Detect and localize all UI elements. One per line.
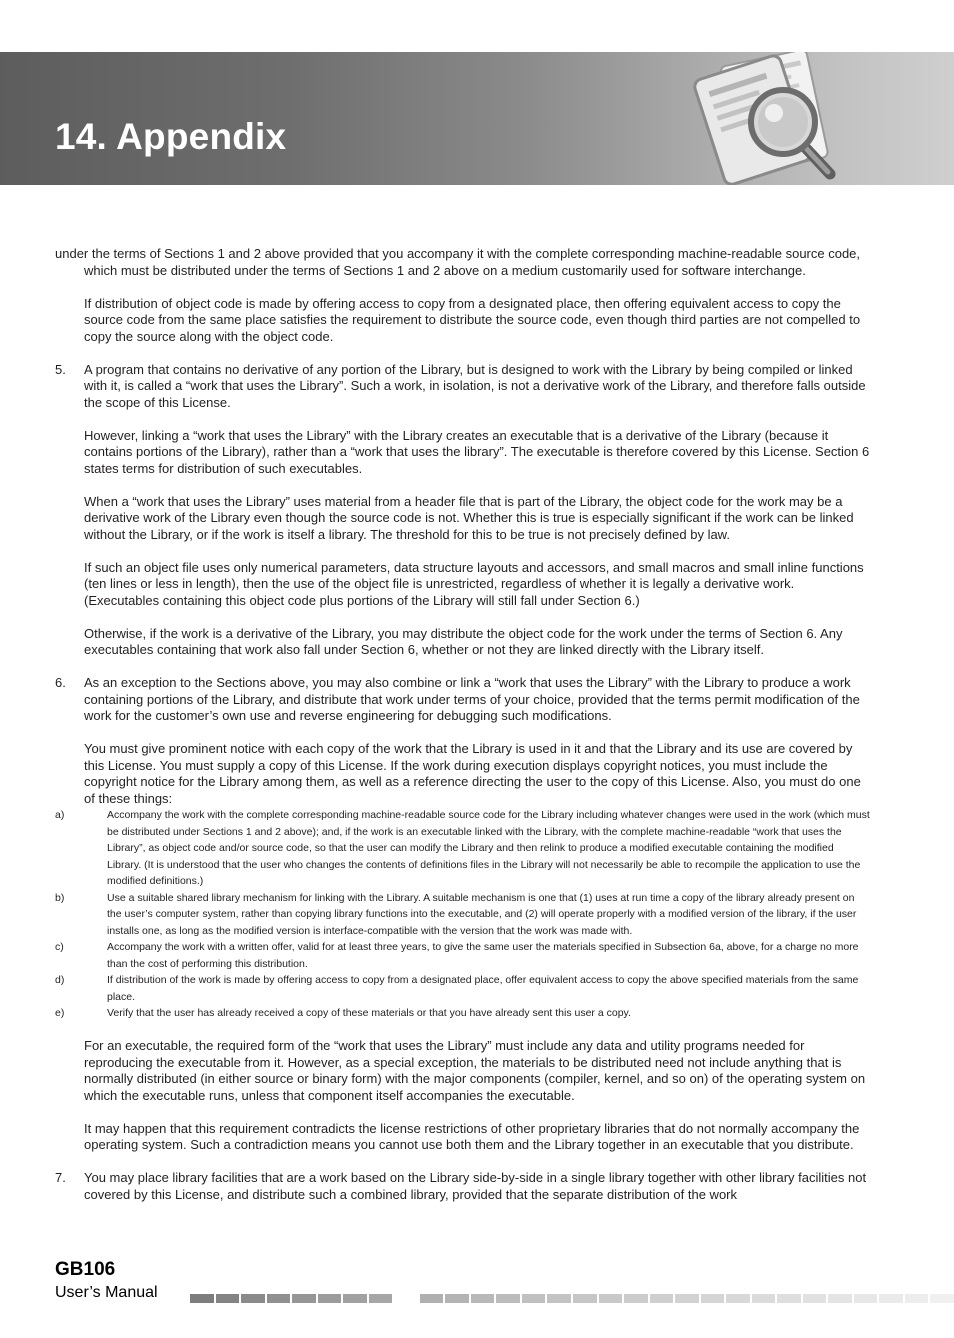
- manual-label: User’s Manual: [55, 1284, 158, 1301]
- item-number: 5.: [55, 361, 66, 377]
- sub-item-e: [55, 1005, 870, 1022]
- sub-item-letter: c): [55, 941, 64, 953]
- model-name: GB106: [55, 1259, 116, 1280]
- list-item-5: [55, 362, 870, 659]
- list-item-7: [55, 1170, 870, 1203]
- intro-paragraph-2: If distribution of object code is made by offering access to copy from a designated place, then offering equivalent access to copy the source code from the same place satisfies the requirement to distribute the source code, even though third parties are not compelled to copy the source along with the object code.: [84, 295, 861, 344]
- document-body: [55, 246, 870, 1220]
- item-number: 7.: [55, 1170, 66, 1185]
- sub-item-letter: d): [55, 974, 65, 986]
- footer-decorative-bar: [190, 1294, 954, 1303]
- sub-item-text: Verify that the user has already received a copy of these materials or that you have already sent this user a copy.: [107, 1007, 631, 1019]
- sub-item-d: [55, 972, 870, 1005]
- item5-paragraph-3: When a “work that uses the Library” uses material from a header file that is part of the Library, the object code for the work may be a derivative work of the Library even though the source code is not. Whether this is true is especially significant if the work can be linked without the Library, or if the work is itself a library. The threshold for this to be true is not precisely defined by law.: [84, 493, 854, 542]
- sub-item-text: Accompany the work with the complete corresponding machine-readable source code for the Library including whatever changes were used in the work (which must be distributed under Sections 1 and 2 above); and, if the work is an executable linked with the Library, with the complete machine-readable “work that uses the Library”, as object code and/or source code, so that the user can modify the Library and then relink to produce a modified executable containing the modified Library. (It is understood that the user who changes the contents of definitions files in the Library will not necessarily be able to recompile the application to use the modified definitions.): [107, 809, 870, 887]
- sub-item-a: [55, 807, 870, 890]
- item6-paragraph-3: For an executable, the required form of the “work that uses the Library” must include any data and utility programs needed for reproducing the executable from it. However, as a special exception, the materials to be distributed need not include anything that is normally distributed (in either source or binary form) with the major components (compiler, kernel, and so on) of the operating system on which the executable runs, unless that component itself accompanies the executable.: [84, 1038, 866, 1103]
- list-item-6: [55, 675, 870, 1154]
- header-band: [0, 52, 954, 185]
- sub-item-letter: b): [55, 891, 65, 904]
- item6-paragraph-2: You must give prominent notice with each copy of the work that the Library is used in it and that the Library and its use are covered by this License. You must supply a copy of this License. If the work during execution displays copyright notices, you must include the copyright notice for the Library among them, as well as a reference directing the user to the copy of this License. Also, you must do one of these things:: [84, 741, 861, 806]
- item6-paragraph-4: It may happen that this requirement contradicts the license restrictions of other proprietary libraries that do not normally accompany the operating system. Such a contradiction means you cannot use both them and the Library together in an executable that you distribute.: [84, 1120, 860, 1152]
- sub-item-letter: e): [55, 1007, 65, 1019]
- item7-paragraph-1: You may place library facilities that are a work based on the Library side-by-side in a single library together with other library facilities not covered by this License, and distribute such a combined library, provided that the separate distribution of the work: [84, 1170, 867, 1202]
- sub-item-text: Use a suitable shared library mechanism for linking with the Library. A suitable mechanism is one that (1) uses at run time a copy of the library already present on the user’s computer system, rather than copying library functions into the executable, and (2) will operate properly with a modified version of the library, if the user installs one, as long as the modified version is interface-compatible with the version that the work was made with.: [107, 891, 857, 937]
- sub-list: [55, 807, 870, 1022]
- item5-paragraph-5: Otherwise, if the work is a derivative of the Library, you may distribute the object code for the work under the terms of Section 6. Any executables containing that work also fall under Section 6, whether or not they are linked directly with the Library itself.: [84, 625, 843, 657]
- sub-item-letter: a): [55, 809, 65, 821]
- item5-paragraph-1: A program that contains no derivative of any portion of the Library, but is designed to work with the Library by being compiled or linked with it, is called a “work that uses the Library”. Such a work, in isolation, is not a derivative work of the Library, and therefore falls outside the scope of this License.: [84, 361, 866, 410]
- item5-paragraph-2: However, linking a “work that uses the Library” with the Library creates an executable that is a derivative of the Library (because it contains portions of the Library), rather than a “work that uses the library”. The executable is therefore covered by this License. Section 6 states terms for distribution of such executables.: [84, 427, 870, 476]
- page-title: 14. Appendix: [55, 116, 287, 157]
- intro-paragraph-1: under the terms of Sections 1 and 2 above provided that you accompany it with the complete corresponding machine-readable source code, which must be distributed under the terms of Sections 1 and 2 above on a medium customarily used for software interchange.: [55, 246, 861, 278]
- item-number: 6.: [55, 675, 66, 690]
- sub-item-text: If distribution of the work is made by offering access to copy from a designated place, offer equivalent access to copy the above specified materials from the same place.: [107, 974, 859, 1003]
- item5-paragraph-4: If such an object file uses only numerical parameters, data structure layouts and accessors, and small macros and small inline functions (ten lines or less in length), then the use of the object file is unrestricted, regardless of whether it is legally a derivative work. (Executables containing this object code plus portions of the Library will still fall under Section 6.): [84, 559, 864, 608]
- document-magnifier-icon: [690, 52, 860, 185]
- item6-paragraph-1: As an exception to the Sections above, you may also combine or link a “work that uses the Library” with the Library to produce a work containing portions of the Library, and distribute that work under terms of your choice, provided that the terms permit modification of the work for the customer’s own use and reverse engineering for debugging such modifications.: [84, 675, 860, 723]
- sub-item-text: Accompany the work with a written offer, valid for at least three years, to give the same user the materials specified in Subsection 6a, above, for a charge no more than the cost of performing this distribution.: [107, 941, 859, 970]
- sub-item-c: [55, 939, 870, 972]
- sub-item-b: [55, 890, 870, 940]
